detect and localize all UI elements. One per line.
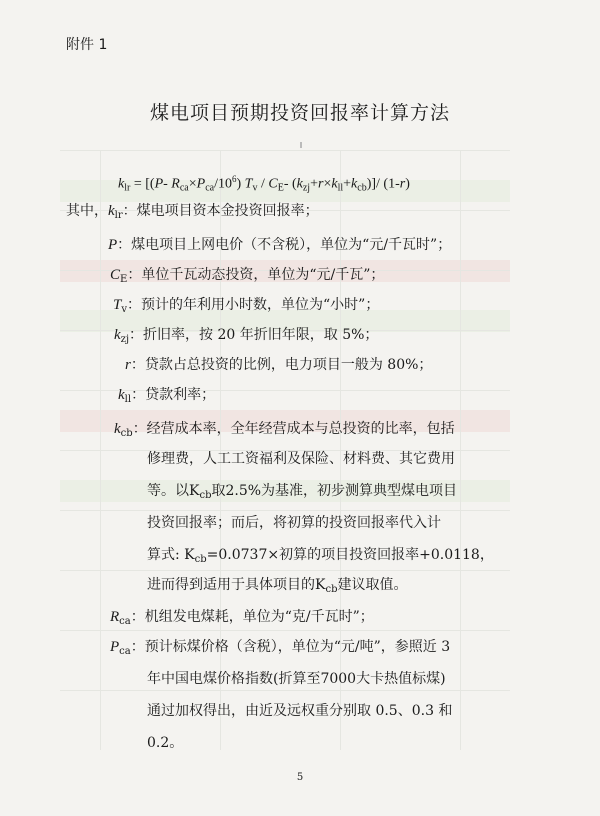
formula-part: r (399, 176, 406, 192)
formula-part: ca (205, 182, 215, 194)
formula-part: = [( (130, 176, 155, 192)
formula-part: zj (302, 182, 311, 194)
rca-symbol: R (110, 609, 120, 625)
formula-part: v (252, 182, 258, 194)
kcb-line (147, 574, 407, 595)
formula-part: P (196, 176, 206, 192)
definition-row (125, 354, 432, 375)
formula-part: C (268, 176, 278, 192)
definition-sub: ll (124, 394, 132, 405)
formula-part: )]/ (1- (366, 176, 400, 192)
kcb-line: 投资回报率；而后，将初算的投资回报率代入计 (147, 515, 441, 531)
formula-part: /10 (214, 176, 232, 192)
bleed-vline (100, 150, 101, 750)
definition-sub: cb (120, 428, 133, 439)
definition-text: ：预计的年利用小时数，单位为“小时”； (127, 297, 380, 313)
formula-part: × (323, 176, 332, 192)
definition-row (110, 264, 384, 285)
definition-row (118, 384, 215, 405)
pca-sub: ca (119, 646, 131, 657)
kcb-line (147, 544, 494, 565)
definition-text: ：经营成本率，全年经营成本与总投资的比率，包括 (132, 421, 455, 437)
kcb-sub: cb (199, 490, 212, 501)
formula-part: E (277, 182, 284, 194)
formula-part: T (244, 176, 253, 192)
definition-text: ：贷款占总投资的比例，电力项目一般为 80%； (130, 357, 433, 373)
formula-part: r (317, 176, 324, 192)
formula-part: ll (337, 182, 344, 194)
rca-sub: ca (119, 616, 131, 627)
bleed-line (60, 690, 510, 691)
kcb-sub: cb (194, 554, 207, 565)
kcb-text: 等。以K (147, 483, 200, 499)
bleed-vline (460, 150, 461, 750)
definition-row (114, 324, 378, 345)
definition-text: ：煤电项目上网电价（不含税），单位为“元/千瓦时”； (117, 237, 452, 253)
kcb-sub: cb (325, 584, 338, 595)
page-title: 煤电项目预期投资回报率计算方法 (149, 102, 450, 124)
definition-sub: zj (120, 334, 130, 345)
pca-text: ：预计标煤价格（含税），单位为“元/吨”，参照近 3 (130, 639, 451, 655)
intro-line (66, 200, 319, 221)
formula-part: k (118, 176, 125, 192)
kcb-text: =0.0737×初算的项目投资回报率+0.0118， (206, 547, 494, 563)
formula-part: - ( (283, 176, 297, 192)
pca-symbol: P (110, 639, 120, 655)
definition-text: ：贷款利率； (131, 387, 216, 403)
formula-part: / (257, 176, 269, 192)
definition-row (108, 234, 451, 255)
ink-mark (300, 142, 302, 148)
formula-part: k (296, 176, 303, 192)
pca-line: 通过加权得出，由近及远权重分别取 0.5、0.3 和 (147, 703, 453, 719)
formula-part: 6 (232, 174, 237, 184)
formula-part: P (154, 176, 164, 192)
formula-part: - (163, 176, 172, 192)
rca-text: ：机组发电煤耗，单位为“克/千瓦时”； (130, 609, 374, 625)
definition-text: ：折旧率，按 20 年折旧年限，取 5%； (129, 327, 379, 343)
bleed-line (60, 630, 510, 631)
definition-symbol: T (113, 297, 122, 313)
formula-part: ca (179, 182, 189, 194)
bleed-line (60, 150, 510, 151)
intro-text: ：煤电项目资本金投资回报率； (122, 203, 319, 219)
kcb-text: 建议取值。 (337, 577, 408, 593)
formula-part: k (331, 176, 338, 192)
kcb-line: 修理费，人工工资福利及保险、材料费、其它费用 (147, 451, 455, 467)
definition-sub: E (120, 274, 128, 285)
kcb-text: 算式: K (147, 547, 195, 563)
definition-symbol: k (118, 387, 125, 403)
definition-symbol: r (125, 357, 131, 373)
bleed-line (60, 510, 510, 511)
pca-line: 0.2。 (147, 735, 184, 751)
definition-sub: v (121, 304, 127, 315)
definition-symbol: k (114, 421, 121, 437)
formula-part: k (351, 176, 358, 192)
formula-part: + (310, 176, 318, 192)
kcb-text: 取2.5%为基准，初步测算典型煤电项目 (211, 483, 458, 499)
definition-symbol: C (110, 267, 121, 283)
formula-part: R (171, 176, 180, 192)
bleed-line (60, 570, 510, 571)
definition-text: ：单位千瓦动态投资，单位为“元/千瓦”； (127, 267, 385, 283)
intro-lead: 其中， (66, 203, 108, 219)
definition-symbol: k (114, 327, 121, 343)
page-number: 5 (296, 772, 304, 783)
definition-row (113, 294, 379, 315)
formula-part: ) (236, 176, 245, 192)
rca-row (110, 606, 374, 627)
kcb-line (147, 480, 457, 501)
attachment-label: 附件 1 (66, 37, 108, 53)
pca-line: 年中国电煤价格指数(折算至7000大卡热值标煤) (147, 671, 446, 687)
formula-part: + (343, 176, 352, 192)
formula-part: lr (124, 182, 131, 194)
formula-part: ) (405, 176, 410, 192)
intro-symbol: k (108, 203, 115, 219)
formula (118, 174, 410, 194)
kcb-text: 进而得到适用于具体项目的K (147, 577, 326, 593)
definition-symbol: P (108, 237, 118, 253)
definition-row (114, 418, 455, 439)
pca-row (110, 636, 450, 657)
intro-symbol-sub: lr (114, 210, 123, 221)
formula-part: cb (357, 182, 367, 194)
formula-part: × (188, 176, 197, 192)
